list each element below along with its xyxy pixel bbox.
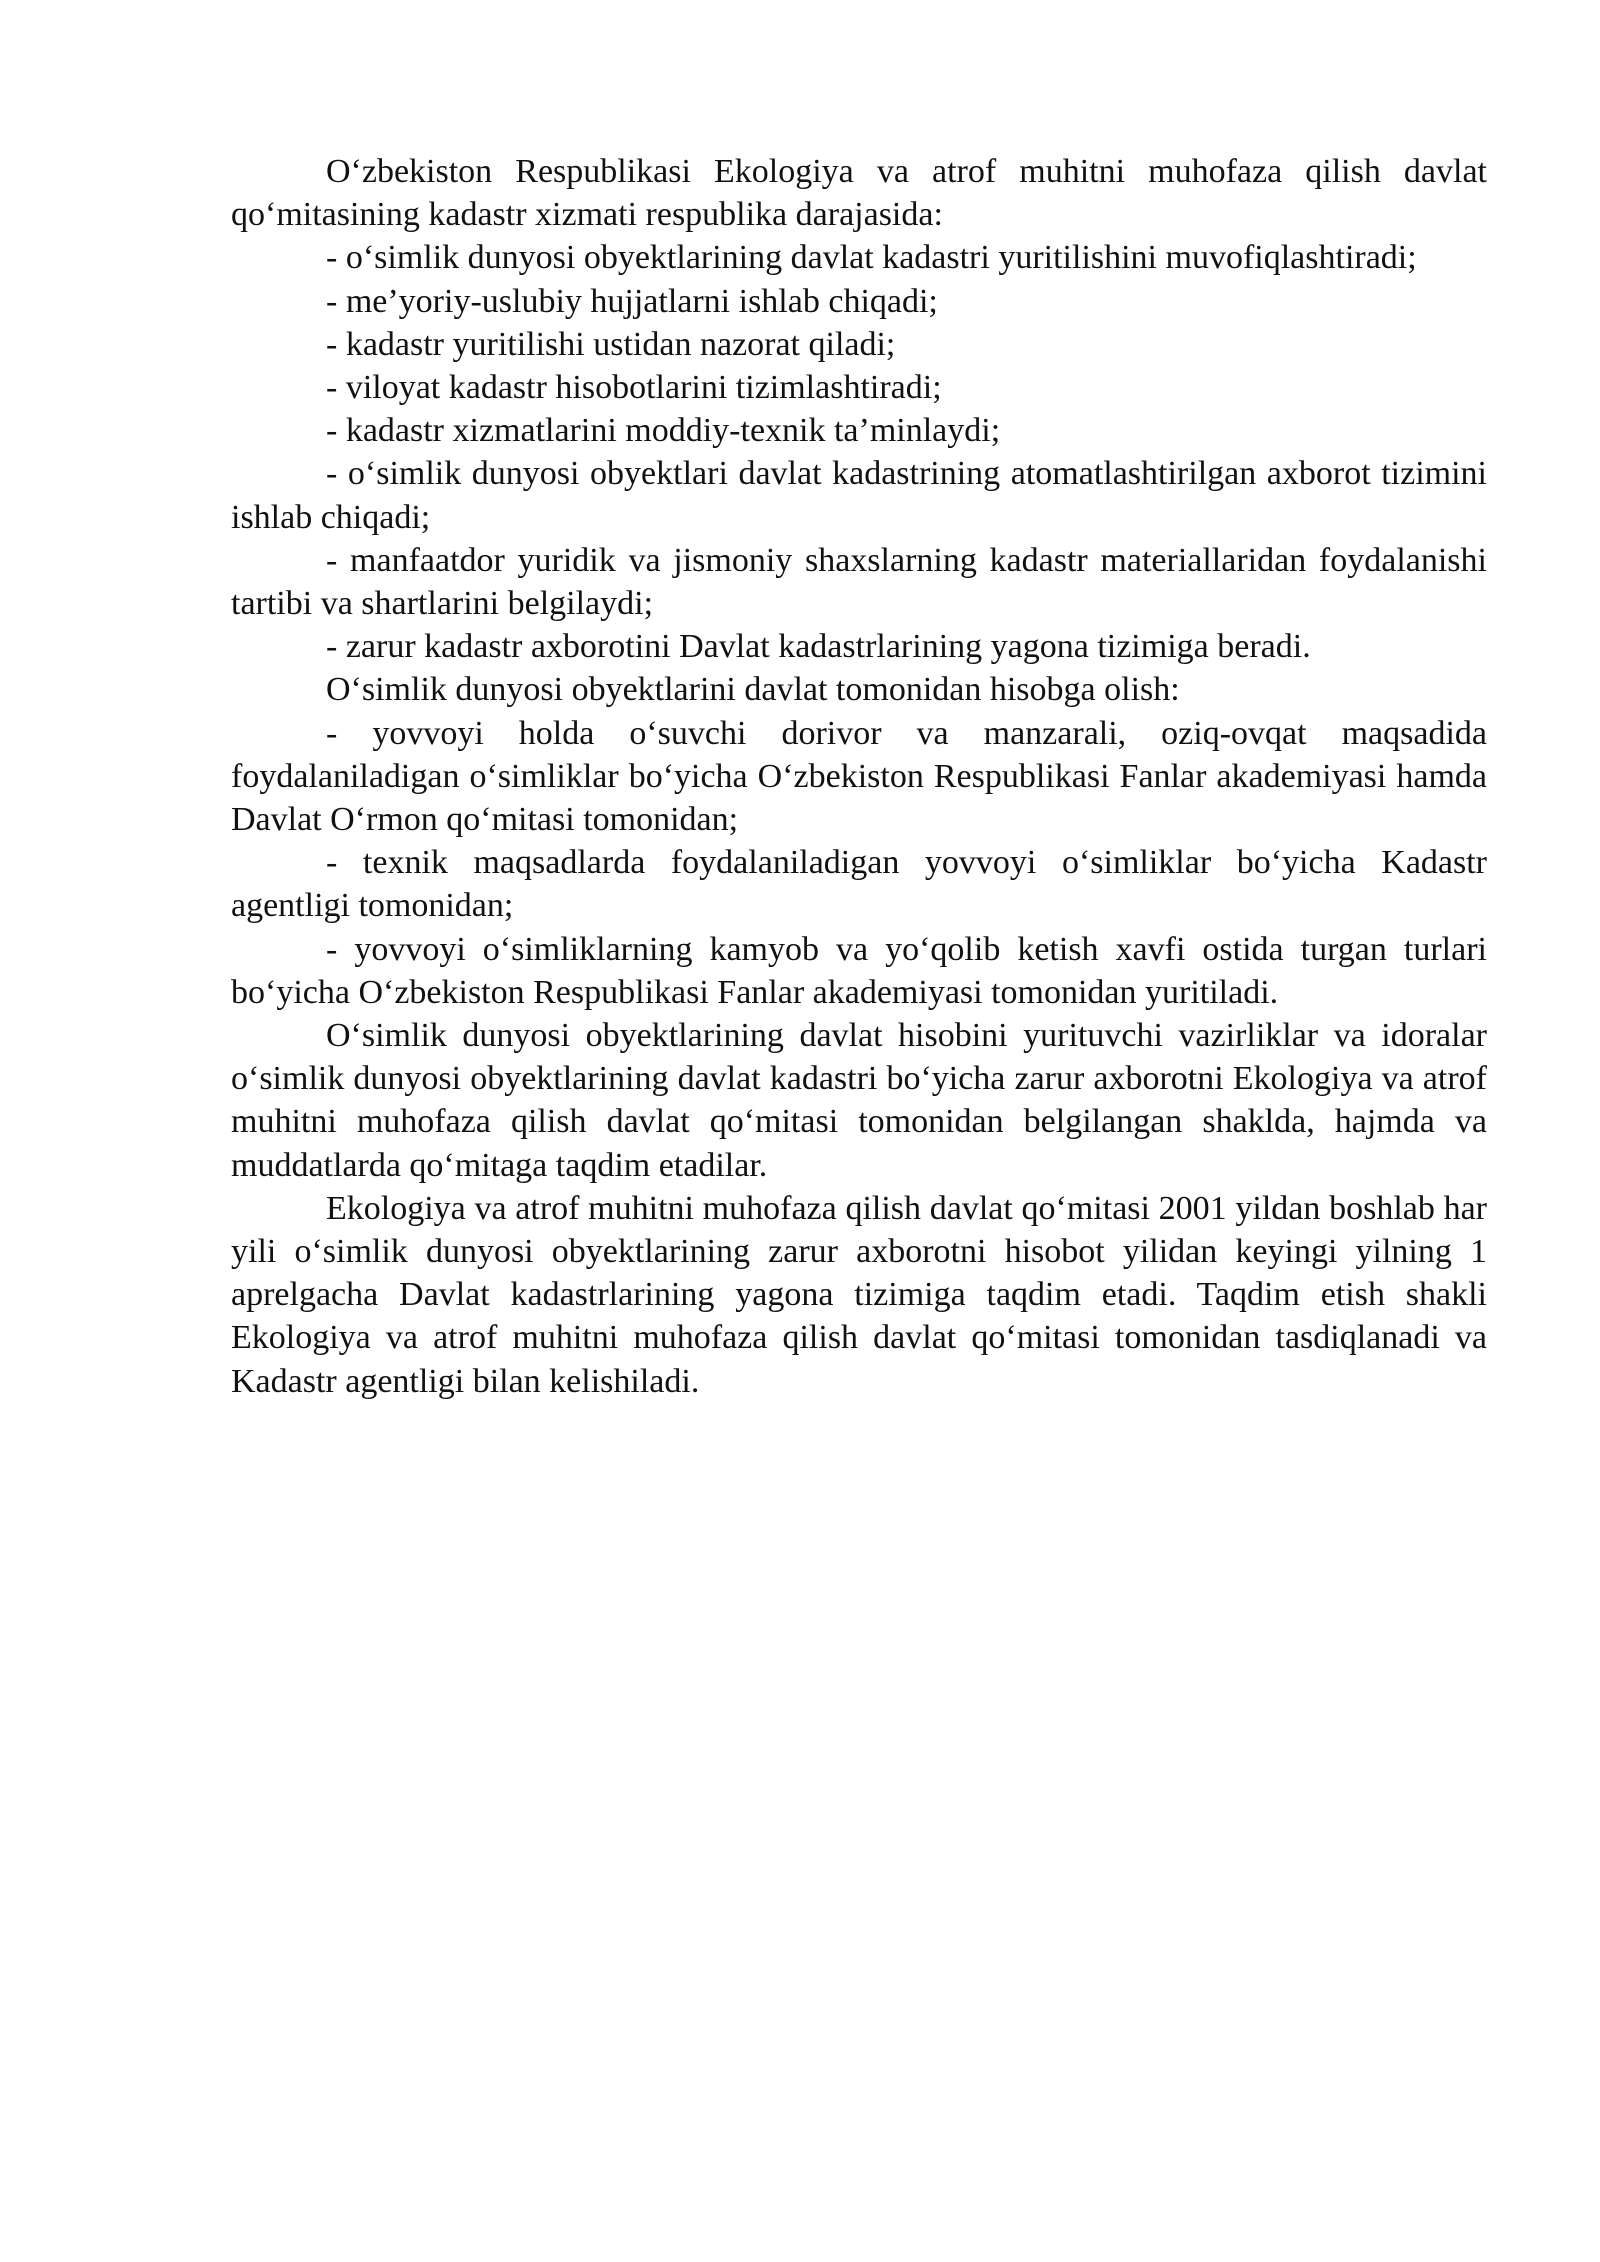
list-item-usage-rules: - manfaatdor yuridik va jismoniy shaxslarning kadastr materiallaridan foydalanishi tartibi va shartlarini belgilaydi;	[231, 541, 1487, 623]
list-item-information-system: - o‘simlik dunyosi obyektlari davlat kadastrining atomatlashtirilgan axborot tizimini ishlab chiqadi;	[231, 455, 1487, 536]
list-item-coordination: - o‘simlik dunyosi obyektlarining davlat kadastri yuritilishini muvofiqlashtiradi;	[326, 239, 1417, 277]
list-item-normative-documents: - me’yoriy-uslubiy hujjatlarni ishlab chiqadi;	[326, 282, 938, 320]
paragraph-annual-submission: Ekologiya va atrof muhitni muhofaza qilish davlat qo‘mitasi 2001 yildan boshlab har yili o‘simlik dunyosi obyektlarining zarur axborotni hisobot yilidan keyingi yilning 1 aprelgacha Davlat kadastrlarining yagona tizimiga taqdim etadi. Taqdim etish shakli Ekologiya va atrof muhitni muhofaza qilish davlat qo‘mitasi tomonidan tasdiqlanadi va Kadastr agentligi bilan kelishiladi.	[231, 1189, 1487, 1400]
list-item-material-support: - kadastr xizmatlarini moddiy-texnik ta’minlaydi;	[326, 412, 1001, 450]
list-item-technical-plants: - texnik maqsadlarda foydalaniladigan yovvoyi o‘simliklar bo‘yicha Kadastr agentligi tomonidan;	[231, 844, 1487, 925]
list-item-supervision: - kadastr yuritilishi ustidan nazorat qiladi;	[326, 325, 896, 363]
paragraph-kadastr-service-intro: O‘zbekiston Respublikasi Ekologiya va atrof muhitni muhofaza qilish davlat qo‘mitasining kadastr xizmati respublika darajasida:	[231, 153, 1487, 234]
paragraph-ministries-reporting: O‘simlik dunyosi obyektlarining davlat hisobini yurituvchi vazirliklar va idoralar o‘simlik dunyosi obyektlarining davlat kadastri bo‘yicha zarur axborotni Ekologiya va atrof muhitni muhofaza qilish davlat qo‘mitasi tomonidan belgilangan shaklda, hajmda va muddatlarda qo‘mitaga taqdim etadilar.	[231, 1017, 1487, 1184]
list-item-information-transfer: - zarur kadastr axborotini Davlat kadastrlarining yagona tizimiga beradi.	[326, 628, 1311, 666]
list-item-rare-plants: - yovvoyi o‘simliklarning kamyob va yo‘qolib ketish xavfi ostida turgan turlari bo‘yicha O‘zbekiston Respublikasi Fanlar akademiyasi tomonidan yuritiladi.	[231, 930, 1487, 1011]
paragraph-state-accounting-intro: O‘simlik dunyosi obyektlarini davlat tomonidan hisobga olish:	[326, 671, 1180, 709]
list-item-regional-reports: - viloyat kadastr hisobotlarini tizimlashtiradi;	[326, 369, 942, 407]
document-page	[231, 150, 1487, 1403]
list-item-medicinal-plants: - yovvoyi holda o‘suvchi dorivor va manzarali, oziq-ovqat maqsadida foydalaniladigan o‘simliklar bo‘yicha O‘zbekiston Respublikasi Fanlar akademiyasi hamda Davlat O‘rmon qo‘mitasi tomonidan;	[231, 714, 1487, 839]
